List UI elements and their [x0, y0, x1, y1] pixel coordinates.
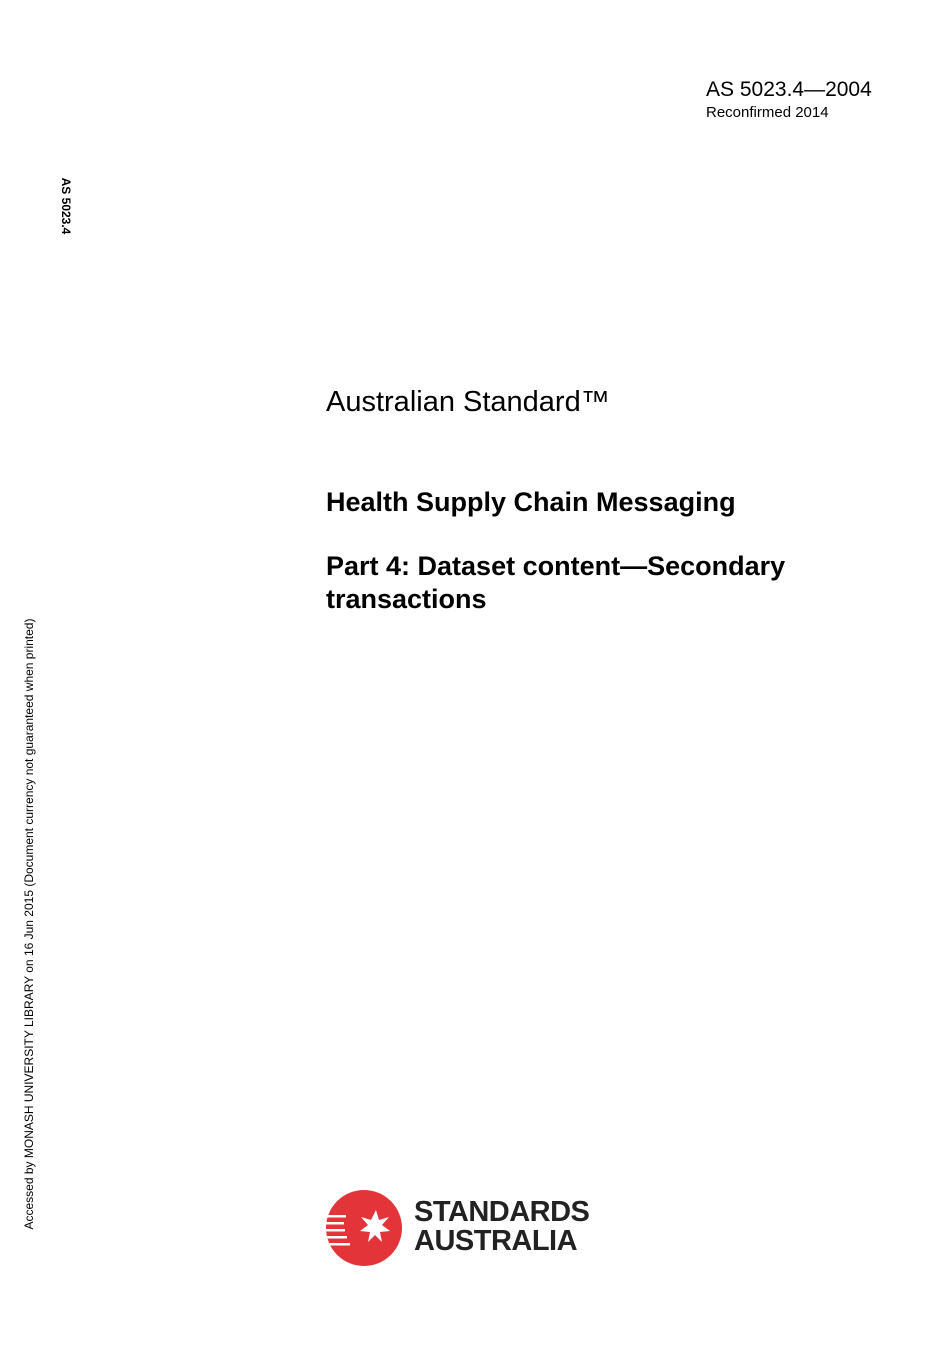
part-title-line-2: transactions	[326, 584, 487, 614]
part-title	[326, 550, 886, 616]
standard-number: AS 5023.4—2004	[706, 78, 872, 101]
reconfirmed-date: Reconfirmed 2014	[706, 104, 829, 121]
logo-text	[414, 1198, 589, 1256]
logo-line-2: AUSTRALIA	[414, 1225, 578, 1257]
part-title-line-1: Part 4: Dataset content—Secondary	[326, 551, 786, 581]
document-title: Health Supply Chain Messaging	[326, 487, 736, 517]
series-title: Australian Standard™	[326, 386, 610, 418]
access-note: Accessed by MONASH UNIVERSITY LIBRARY on 16 Jun 2015 (Document currency not guaranteed when printed)	[22, 618, 36, 1230]
logo-line-1: STANDARDS	[414, 1196, 590, 1228]
logo-circle	[324, 1188, 404, 1268]
spine-code: AS 5023.4	[59, 177, 73, 235]
standards-australia-logo	[324, 1188, 604, 1266]
